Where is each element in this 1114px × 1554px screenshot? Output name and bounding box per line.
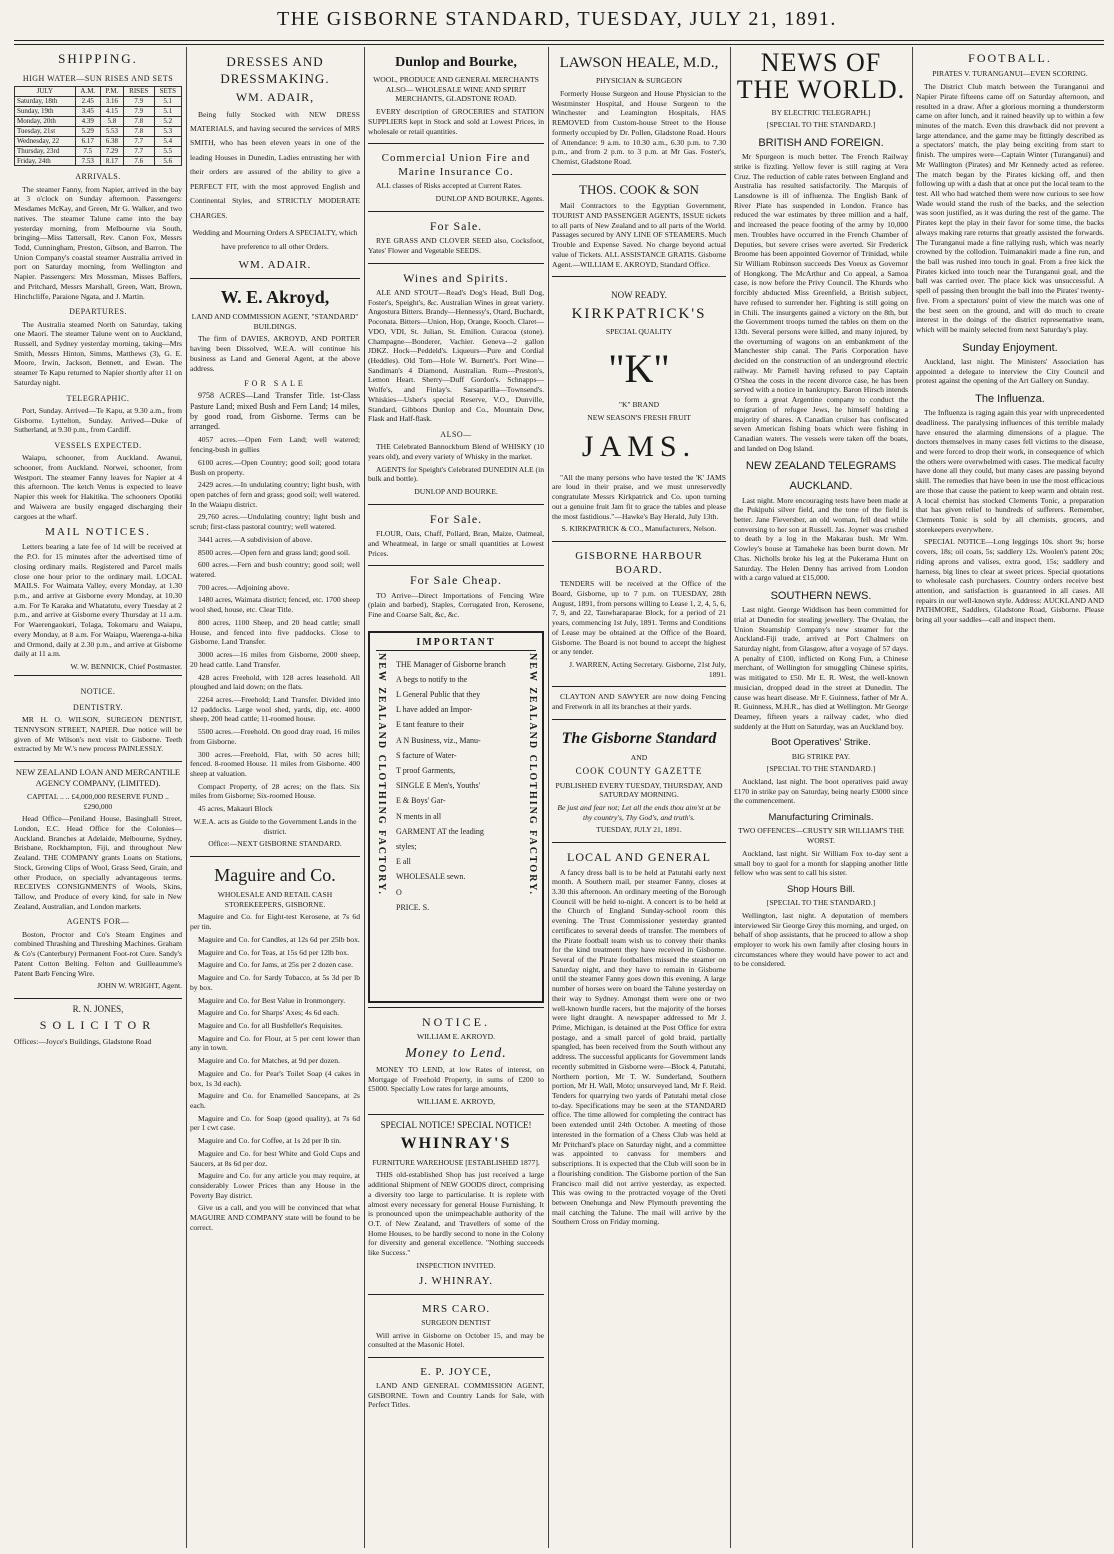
news-sub: BY ELECTRIC TELEGRAPH.] — [771, 107, 871, 117]
tide-cell: Sunday, 19th — [15, 106, 76, 116]
important-heading: IMPORTANT — [376, 637, 536, 651]
column-divider — [912, 47, 913, 1548]
tide-cell: 7.29 — [100, 146, 123, 156]
tide-row — [15, 96, 182, 106]
notice-line: O — [396, 887, 402, 897]
masthead — [0, 0, 1114, 44]
kirkpatrick-title: KIRKPATRICK'S — [571, 305, 707, 322]
tide-header-cell: JULY — [15, 86, 76, 96]
sale-item: 800 acres, 1100 Sheep, and 20 head cattle; small House, and fenced into five paddocks. Close to Gisborne. Land Transfer. — [190, 617, 360, 647]
tide-cell: 5.1 — [154, 96, 181, 106]
notice-line: E tant feature to their — [396, 720, 464, 730]
dentistry-heading: DENTISTRY. — [73, 702, 123, 712]
solicitor-heading: SOLICITOR — [39, 1018, 157, 1033]
southern-heading: SOUTHERN NEWS. — [770, 590, 872, 603]
column-divider — [730, 47, 731, 1548]
influenza-text: The Influenza is raging again this year with unprecedented deadliness. The paralysing influences of this terrible malady have ensured the alarming dimensions of a plague. The doctors themselves in many cases fell victims to the disease, and were forced to drop their work, in consequence of which the others were overwhelmed with cases. The medical faculty have done all they could, but many cases are passing beyond skill. The remedies that have been in use the most efficacious are those that cause the patient to keep warm and obtain rest. A local chemist has stocked Clements Tonic, a preparation that has given relief to hundreds of sufferers. Remember, Clements Tonic is sold by all chemists, grocers, and storekeepers everywhere. — [916, 408, 1104, 534]
tide-cell: 5.3 — [154, 126, 181, 136]
money-signature: WILLIAM E. AKROYD, — [416, 1097, 496, 1107]
sale-item: 6100 acres.—Open Country; good soil; good totara Bush on property. — [190, 457, 360, 477]
k-brand-sub: "K" BRAND — [618, 399, 660, 409]
bootops-special: [SPECIAL TO THE STANDARD.] — [766, 764, 876, 774]
tide-cell: 5.29 — [75, 126, 100, 136]
notice-side-right: NEW ZEALAND CLOTHING FACTORY. — [527, 652, 538, 896]
dentist-text: MR H. O. WILSON, SURGEON DENTIST, TENNYSON STREET, NAPIER. Due notice will be given of Mr Wilson's next visit to Gisborne. Teeth extracted by Mr W.'s new process PAINLESSLY. — [14, 715, 182, 754]
notice-line: E all — [396, 857, 411, 867]
tide-cell: 5.5 — [154, 146, 181, 156]
auckland-heading: AUCKLAND. — [789, 480, 853, 493]
football-text: The District Club match between the Turanganui and Napier Pirate fifteens came off on Saturday afternoon, and resulted in a draw. After a glorious morning a thunderstorm came on after lunch, and it rained heavily up to within a few minutes of the match. Even this drawback did not prevent a large attendance, and the game may be fittingly described as a spectators' match, the play being exciting from start to finish. The umpires were—Captain Winter (Turanganui) and Mr Wallington (Pirates) and Mr Kennedy acted as referee. The match began by the Pirates kicking off, and then following up with a dash that at once put the local team to the test. All who had watched them were now curious to see how Wade would stand the rush of the backs, and the selection was soon justified, as it was during the rest of the game. The Pirates kept the play in their favor for some time, the backs always making rare returns that greatly assisted the forwards. The Turanganui made a fine rallying rush, which was nearly crowned by the collodion. Tuimanakiri made a fine run, and the ball was rushed into touch in goal. From a free kick the Pirates kicked into touch near the Turanganui goal, and the ball was carried over. The place kick was unsuccessful. A spell of passing then brought the ball into the Pirates' twenty-five. From a spectators' point of view the match was one of the best seen on the ground, and will do much to create interest in the doings of the district representative team, which will be mainly selected from next Saturday's play. — [916, 82, 1104, 335]
agents-text: Boston, Proctor and Co's Steam Engines and combined Thrashing and Threshing Machines. Graham & Co's (Canterbury) Permanent Foot-rot Cure. Sandy's Patent Cotton Belting. Felton and Guilleaumme's Patent Barb Fencing Wire. — [14, 929, 182, 978]
standard-motto: Be just and fear not; Let all the ends thou aim'st at be thy country's, Thy God's, and truth's. — [557, 802, 721, 822]
for-sale2-text: FLOUR, Oats, Chaff, Pollard, Bran, Maize, Oatmeal, and Wheatmeal, in large or small quantities at Lowest Prices. — [368, 529, 544, 558]
tide-cell: 7.5 — [75, 146, 100, 156]
maguire-item: Maguire and Co. for Sardy Tobacco, at 5s 3d per lb by box. — [190, 973, 360, 992]
caro-sub: SURGEON DENTIST — [421, 1317, 491, 1327]
dunlop-text: EVERY description of GROCERIES and STATION SUPPLIERS kept in Stock and sold at Lowest Prices, in wholesale or retail quantities. — [368, 107, 544, 136]
vessels-heading: VESSELS EXPECTED. — [54, 441, 142, 450]
sale-item: 2429 acres.—In undulating country; light bush, with open patches of fern and grass; good soil; well watered. In the Waiapu district. — [190, 480, 360, 509]
tide-cell: 7.53 — [75, 156, 100, 166]
maguire-item: Maguire and Co. for Best Value in Ironmongery. — [198, 995, 346, 1005]
akroyd-title: W. E. Akroyd, — [220, 286, 330, 307]
column-world-news — [734, 47, 908, 1548]
for-sale-heading: For Sale. — [429, 218, 483, 233]
harbour-signature: J. WARREN, Acting Secretary. Gisborne, 21st July, 1891. — [569, 659, 726, 679]
tide-cell: 5.8 — [100, 116, 123, 126]
sale-item: 5500 acres.—Freehold. On good dray road, 16 miles from Gisborne. — [190, 727, 360, 746]
maguire-close: Give us a call, and you will be convinced that what MAGUIRE AND COMPANY state will be found to be correct. — [190, 1203, 360, 1232]
wea-note: W.E.A. acts as Guide to the Government Lands in the district. — [193, 816, 357, 836]
now-ready: NOW READY. — [611, 290, 667, 301]
sale-item: 600 acres.—Fern and bush country; good soil; well watered. — [190, 560, 360, 580]
tide-cell: Monday, 20th — [15, 116, 76, 126]
notice-line: S facture of Water- — [396, 750, 457, 760]
agents-text: AGENTS for Speight's Celebrated DUNEDIN ALE (in bulk and bottle). — [368, 464, 544, 484]
british-heading: BRITISH AND FOREIGN. — [758, 137, 884, 150]
notice-line: E & Boys' Gar- — [396, 796, 446, 806]
tide-row — [15, 136, 182, 146]
wines-text: ALE AND STOUT—Read's Dog's Head, Bull Dog, Foster's, Speight's, &c. Australian Wines in great variety. Angostura Bitters. Brandy—Hennessy's, Otard, Buchardt, Poconata. Bitters—Union, Hop, Orange, Kooch. Claret—VDO, VDI, St. Julian, St. Emilion. Curacoa (stone). Champagne—Bonderer, Vachier. Geneva—2 gallon JDKZ. Hock—Peddeld's. Liqueurs—Pure and Cordial (Heddles). Old Tom—Hole W. Burnett's. Port Wine—Sandiman's 4 Diamond, Australian. Rum—Preston's, Lemon Heart. Sherry—Duff Gordon's. Schnapps—Wolfe's, and Finlay's. Sarsaparilla—Townsend's. Whiskies—Usher's special Reserve, V.O., Dunville, Standard, Gibbons Dunlop and Co., Mountain Dew, Flask and Half-flask. — [368, 287, 544, 424]
nz-telegrams-heading: NEW ZEALAND TELEGRAMS — [745, 460, 897, 473]
tide-header-cell: A.M. — [75, 86, 100, 96]
maguire-item: Maguire and Co. for Matches, at 9d per dozen. — [198, 1056, 340, 1066]
notice-line: THE Manager of Gisborne branch — [396, 659, 506, 669]
maguire-item: Maguire and Co. for Pear's Toilet Soap (4 cakes in box, 1s 3d each). — [190, 1068, 360, 1088]
sale-item: 4057 acres.—Open Fern Land; well watered; fencing-bush in gullies — [190, 435, 360, 455]
mail-text: Letters bearing a late fee of 1d will be received at the P.O. for 15 minutes after the advertised time of closing ordinary mails. Registered and Parcel mails close one hour prior to the ordinary mail. LOCAL MAILS. For Waimata Valley, every Monday, at 1.30 p.m., and arrive at Gisborne every Monday, at 10.30 a.m. For Te Karaka and Whatatutu, every Tuesday at 2 p.m., and arrive at Gisborne every Thursday at 11 a.m. For Waerengaokuri, Tolaga, Tokomaru and Waiapu, every Monday, at 8 a.m. For Waiapu, Waerenga-a-hika and Ormond, daily at 2.30 p.m., and arrive at Gisborne daily at 11 a.m. — [14, 542, 182, 659]
sale-item: 1480 acres, Waimata district; fenced, etc. 1700 sheep wool shed, house, etc. Clear Title. — [190, 595, 360, 615]
special-notice: SPECIAL NOTICE! SPECIAL NOTICE! — [380, 1119, 532, 1130]
notice-line: styles; — [396, 841, 417, 851]
telegraphic-heading: TELEGRAPHIC. — [66, 393, 130, 403]
solicitor-text: Offices:—Joyce's Buildings, Gladstone Road — [14, 1036, 152, 1046]
manuf-sub: TWO OFFENCES—CRUSTY SIR WILLIAM'S THE WORST. — [738, 826, 904, 846]
kirkpatrick-signature: S. KIRKPATRICK & CO., Manufacturers, Nelson. — [561, 524, 717, 534]
money-text: MONEY TO LEND, at low Rates of interest, on Mortgage of Freehold Property, in sums of £200 to £5000. Specially Low rates for large amounts, — [368, 1064, 544, 1094]
notice-line: WHOLESALE sewn. — [396, 872, 466, 882]
shop-heading: Shop Hours Bill. — [786, 883, 856, 895]
special-quality: SPECIAL QUALITY — [605, 327, 673, 337]
nz-loan-text: Head Office—Peniland House, Basinghall Street, London, E.C. Head Office for the Colonies—Auckland. Branches at Adelaide, Melbourne, Sydney, Brisbane, Rockhampton, Fiji, and throughout New Zealand. THE COMPANY grants Loans on Stations, Stock, Growing Clips of Wool, Grass Seed, Grain, and other Produce, on specially advantageous terms. RECEIVES CONSIGNMENTS of Wools, Skins, Tallow, and Produce of every kind, for sale in New Zealand, Australian, and London markets. — [14, 814, 182, 911]
tide-cell: Saturday, 18th — [15, 96, 76, 106]
sale-item: 8500 acres.—Open fern and grass land; good soil. — [198, 547, 351, 557]
akroyd-text: The firm of DAVIES, AKROYD, AND PORTER having been Dissolved, W.E.A. will continue his business as Land and General Agent, at the above address. — [190, 334, 360, 373]
tide-row — [15, 156, 182, 166]
tide-cell: Tuesday, 21st — [15, 126, 76, 136]
agents-heading: AGENTS FOR— — [66, 917, 130, 927]
column-divider — [364, 47, 365, 1548]
joyce-text: LAND AND GENERAL COMMISSION AGENT, GISBORNE. Town and Country Lands for Sale, with Perfect Titles. — [368, 1381, 544, 1410]
tide-cell: 4.15 — [100, 106, 123, 116]
maguire-item: Maguire and Co. for any article you may require, at considerably Lower Prices than any House in the Poverty Bay district. — [190, 1171, 360, 1200]
postmaster-signature: W. W. BENNICK, Chief Postmaster. — [70, 661, 182, 671]
k-brand-logo: "K" — [608, 345, 670, 391]
mail-notices-heading: MAIL NOTICES. — [45, 526, 151, 539]
for-sale-heading: FOR SALE — [244, 379, 306, 389]
column-divider — [186, 47, 187, 1548]
telegraphic-text: Port, Sunday. Arrived—Te Kapu, at 9.30 a.m., from Gisborne. Lyttelton, Sunday. Arrived—Duke of Sutherland, at 9.30 p.m., from Cardiff. — [14, 405, 182, 435]
tide-cell: 7.8 — [123, 126, 154, 136]
sunday-heading: Sunday Enjoyment. — [962, 341, 1058, 354]
tide-header-cell: RISES — [123, 86, 154, 96]
notice-line: L General Public that they — [396, 690, 481, 700]
maguire-item: Maguire and Co. for all Bushfeller's Requisites. — [198, 1020, 343, 1030]
vessels-text: Waiapu, schooner, from Auckland. Awanui, schooner, from Auckland. Norwei, schooner, from Westport. The steamer Fanny leaves for Napier at 4 this afternoon. The ketch Venus is expected to leave Napier this week for Hakitika. The schooners Opotiki and Waiwera are busily engaged discharging their cargoes at the wharf. — [14, 453, 182, 521]
whinray-title: WHINRAY'S — [400, 1135, 512, 1153]
adair-name: WM. ADAIR, — [235, 90, 315, 105]
maguire-item: Maguire and Co. for Sharps' Axes; 4s 6d each. — [198, 1008, 339, 1018]
sale-item: 428 acres Freehold, with 128 acres leasehold. All ploughed and laid down; on the flats. — [190, 672, 360, 692]
british-text: Mr Spurgeon is much better. The French Railway strike is fizzling. Yellow fever is still raging at Vera Cruz. The reduction of cable rates between England and Australia has resulted satisfactorily. The Marquis of Lansdowne is ill of influenza. The English Bank of River Plate has suspended in London. France has reduced the war estimates by three million and a half, and increased the peace footing of the army by 10,000 men. Troubles have occurred in the French Chamber of Deputies, but severe crises were averted. Sir Frederick Broome has been appointed Governor of Trinidad, while Sir William Robinson succeeds Des Voeux as Governor of Hongkong. The McArthur and Co appeal, a Samoa case, is now before the Privy Council. The Khurds who forcibly abducted Miss Greenfield, a British subject, have refused to surrender her. Fighting is still going on in Chili. The insurgents gained a victory on the 8th, but the Government troops turned the tables on them on the 13th. Several persons were killed, and many injured, by the overturning of wagons on an embankment of the Manchester ship canal. The Paris Corporation have decided on the construction of an underground electric railway. Mr Parnell having refused to pay Captain O'Shea the costs in the recent divorce case, he has been served with a notice in bankruptcy. Baron Hirsch intends to form a great Argentine company to conduct the emigration of refugee Jews, he himself holding a majority of shares. A Canadian cruiser has confiscated seven American fishing boats which were fishing in Canadian waters. The vessels were taken off the boats, and landed on Dog Island. — [734, 152, 908, 453]
jones-name: R. N. JONES, — [72, 1003, 124, 1014]
adair-signature: WM. ADAIR. — [238, 258, 312, 271]
commercial-text: ALL classes of Risks accepted at Current Rates. — [376, 181, 523, 191]
for-sale-cheap-heading: For Sale Cheap. — [410, 573, 502, 588]
lawson-title: LAWSON HEALE, M.D., — [559, 55, 719, 71]
notice-name: WILLIAM E. AKROYD. — [416, 1032, 496, 1042]
bootops-sub: BIG STRIKE PAY. — [791, 751, 851, 761]
local-heading: LOCAL AND GENERAL — [567, 850, 711, 865]
arrivals-text: The steamer Fanny, from Napier, arrived in the bay at 3 o'clock on Sunday afternoon. Passengers: Mesdames McKay, and Green, Mr G. Walker, and two natives. The steamer Talune came into the bay yesterday morning, from Melbourne via South, bringing—Miss Tattersall, Rev. Canon Fox, Messrs Todd, Cunningham, Preston, Gibson, and Barron. The Union Company's coastal steamer Australia arrived in port on Saturday morning, from Wellington and Napier. Passengers: Mrs Mossman, Misses Baffers, and Pritchard, Messrs Marshall, Green, Watt, Brown, Hinchcliffe, Paraione Ngata, and J. Martin. — [14, 184, 182, 301]
dresses-heading: DRESSES AND DRESSMAKING. — [220, 54, 330, 86]
commercial-title: Commercial Union Fire and Marine Insurance Co. — [381, 152, 531, 179]
dunlop-sub: WOOL, PRODUCE AND GENERAL MERCHANTS ALSO— WHOLESALE WINE AND SPIRIT MERCHANTS, GLADSTONE ROAD. — [373, 74, 539, 104]
lawson-sub: PHYSICIAN & SURGEON — [595, 76, 683, 86]
agent-signature: JOHN W. WRIGHT, Agent. — [97, 981, 182, 991]
dunlop-title: Dunlop and Bourke, — [395, 55, 517, 70]
commercial-signature: DUNLOP AND BOURKE, Agents. — [435, 194, 544, 204]
whinray-text: THIS old-established Shop has just received a large additional Shipment of NEW GOODS direct, comprising a diversity too large to particularise. It is replete with almost every necessary for general House Furnishing. It is pronounced upon the unimpeachable authority of the O.T. of New Zealand, and Travellers of some of the Home Houses, to be hardly second to none in the Colony for diversity and general excellence. "Nothing succeeds like Success." — [368, 1170, 544, 1258]
money-heading: Money to Lend. — [405, 1045, 507, 1061]
harbour-text: TENDERS will be received at the Office of the Board, Gisborne, up to 7 p.m. on TUESDAY, 28th August, 1891, from persons willing to Lease 1, 2, 4, 5, 6, 7, 9, and 22, Tauwharaparae Block, for a period of 21 years, commencing 1st July, 1891. Terms and Conditions of Lease may be obtained at the Office of the Board, Gisborne. The Board is not bound to accept the highest or any tender. — [552, 579, 726, 657]
influenza-heading: The Influenza. — [975, 393, 1045, 405]
auckland-text: Last night. More encouraging tests have been made at the Pukipuhi silver field, and the tone of the field is better. Jane Fieversber, an old woman, fell dead while conversing to her son at Russell. Jas. Joyner was crushed to death by a log in the Makarau bush. Mr Wm. Cowley's house at Tamaheke has been burnt down. Mr Chas. Nicholls broke his leg at the Pukerama Hunt on Saturday. The Helen Denny has arrived from London with a cargo valued at £15,000. — [734, 495, 908, 583]
standard-date: TUESDAY, JULY 21, 1891. — [596, 825, 682, 835]
maguire-item: Maguire and Co. for Flour, at 5 per cent lower than any in town. — [190, 1033, 360, 1053]
manuf-heading: Manufacturing Criminals. — [768, 812, 874, 824]
notice-line: L have added an Impor- — [396, 705, 473, 715]
tide-row — [15, 146, 182, 156]
tide-cell: 5.4 — [154, 136, 181, 146]
tide-cell: 3.45 — [75, 106, 100, 116]
departures-text: The Australia steamed North on Saturday, taking one Maori. The steamer Talune went on to Auckland, Russell, and Sydney yesterday morning, taking—Mrs Smith, Messrs Hinton, Simms, Matthews (3), G. E. Moore, Irwin, Jackson, Bennett, and Ewan. The steamer Te Kapu returned to Napier shortly after 11 on Saturday night. — [14, 319, 182, 387]
notice-line: GARMENT AT the leading — [396, 826, 484, 836]
whinray-inspection: INSPECTION INVITED. — [416, 1260, 496, 1270]
nz-loan-title: NEW ZEALAND LOAN AND MERCANTILE AGENCY COMPANY, (LIMITED). — [15, 767, 181, 788]
tide-cell: 5.1 — [154, 106, 181, 116]
new-season: NEW SEASON'S FRESH FRUIT — [587, 412, 691, 422]
tide-cell: 5.53 — [100, 126, 123, 136]
column-adverts-a — [190, 47, 360, 1548]
clayton-text: CLAYTON AND SAWYER are now doing Fencing and Fretwork in all its branches at their yards. — [552, 692, 726, 712]
sunday-text: Auckland, last night. The Ministers' Association has appointed a delegate to interview the City Council and protest against the opening of the Art Gallery on Sunday. — [916, 356, 1104, 386]
clothing-factory-notice — [368, 631, 544, 1003]
dunlop-signature: DUNLOP AND BOURKE. — [414, 487, 498, 497]
tide-header-cell: P.M. — [100, 86, 123, 96]
notice-heading: NOTICE. — [422, 1014, 490, 1029]
column-shipping — [14, 47, 182, 1548]
tide-row — [15, 116, 182, 126]
maguire-item: Maguire and Co. for Jams, at 25s per 2 dozen case. — [198, 960, 353, 970]
tide-cell: Wednesday, 22 — [15, 136, 76, 146]
tide-row — [15, 106, 182, 116]
nz-loan-capital: CAPITAL .. .. £4,000,000 RESERVE FUND .. £290,000 — [27, 791, 169, 811]
sale-item: 2264 acres.—Freehold; Land Transfer. Divided into 12 paddocks. Large wool shed, yards, dip, etc. 4000 sheep, 200 head cattle; 11-roomed house. — [190, 694, 360, 724]
column-divider — [548, 47, 549, 1548]
tide-cell: 5.2 — [154, 116, 181, 126]
departures-heading: DEPARTURES. — [69, 307, 127, 317]
tide-cell: 6.38 — [100, 136, 123, 146]
standard-sub: COOK COUNTY GAZETTE — [575, 766, 703, 777]
tide-cell: Thursday, 23rd — [15, 146, 76, 156]
tide-cell: 7.8 — [123, 116, 154, 126]
maguire-list — [190, 912, 360, 1200]
sale-item: 45 acres, Makauri Block — [198, 804, 273, 814]
cook-text: Mail Contractors to the Egyptian Government, TOURIST AND PASSENGER AGENTS, ISSUE tickets to all parts of New Zealand and to all parts of the World. Passages secured by ANY LINE OF STEAMERS. Much Trouble and Expense Saved. No charge beyond actual value of Tickets. ALL ASSISTANCE GRATIS. Gisborne Agent.—WILLIAM E. AKROYD, Standard Office. — [552, 201, 726, 269]
bootops-heading: Boot Operatives' Strike. — [771, 737, 871, 749]
whinray-signature: J. WHINRAY. — [418, 1274, 494, 1287]
tide-cell: 7.6 — [123, 156, 154, 166]
special-notice-text: SPECIAL NOTICE—Long leggings 10s. short 9s; horse covers, 18s; oil coats, 5s; saddlery 12s. Woolen's patent 20s; riding aprons and valises, extra good, 15s; saddlery and harness, big lines to clear at sweet prices. Special quotations to wholesale cash purchasers. Country orders receive best attention, and satisfaction is guaranteed in all cases. All repairs in our well-known style. Address: AUCKLAND AND PATHMORE, Saddlers, Gladstone Road, Gisborne. Please bring all your saddles—call and inspect them. — [916, 537, 1104, 625]
shop-special: [SPECIAL TO THE STANDARD.] — [766, 898, 876, 908]
maguire-item: Maguire and Co. for Enamelled Saucepans, at 2s each. — [190, 1091, 360, 1110]
caro-text: Will arrive in Gisborne on October 15, and may be consulted at the Masonic Hotel. — [368, 1330, 544, 1350]
shop-text: Wellington, last night. A deputation of members interviewed Sir George Grey this morning, and urged, on behalf of shop assistants, that he proceed to allow a shop employer to work his own family after closing hours in circumstances where they would have power to act and to be considered. — [734, 910, 908, 969]
for-sale2-heading: For Sale. — [429, 511, 483, 526]
maguire-item: Maguire and Co. for best White and Gold Cups and Saucers, at 8s 6d per doz. — [190, 1148, 360, 1168]
whinray-sub: FURNITURE WAREHOUSE [ESTABLISHED 1877]. — [372, 1157, 540, 1167]
sale-item: Compact Property, of 28 acres; on the flats. Six miles from Gisborne; Six-roomed House. — [190, 781, 360, 801]
tide-cell: 2.45 — [75, 96, 100, 106]
tide-cell: 7.9 — [123, 106, 154, 116]
for-sale-cheap-text: TO Arrive—Direct Importations of Fencing Wire (plain and barbed), Staples, Corrugated Iron, Kerosene, Fine and Coarse Salt, &c, &c. — [368, 590, 544, 620]
tide-row — [15, 126, 182, 136]
tide-cell: 8.17 — [100, 156, 123, 166]
notice-line: A begs to notify to the — [396, 674, 468, 684]
notice-line: T proof Garments, — [396, 766, 456, 775]
also-text: THE Celebrated Bannockburn Blend of WHISKY (10 years old), and every variety of Whisky in the market. — [368, 442, 544, 461]
maguire-item: Maguire and Co. for Eight-test Kerosene, at 7s 6d per tin. — [190, 912, 360, 932]
tide-cell: 7.7 — [123, 146, 154, 156]
maguire-item: Maguire and Co. for Candles, at 12s 6d per 25lb box. — [198, 934, 360, 944]
notice-line: A N Business, viz., Manu- — [396, 735, 481, 745]
manuf-text: Auckland, last night. Sir William Fox to-day sent a small boy to gaol for a month for slapping another little fellow who was sent to call his sister. — [734, 848, 908, 878]
joyce-title: E. P. JOYCE, — [420, 1365, 492, 1378]
football-heading: FOOTBALL. — [968, 51, 1052, 65]
maguire-item: Maguire and Co. for Soap (good quality), at 7s 6d per 1 cwt case. — [190, 1113, 360, 1133]
tide-cell: 5.6 — [154, 156, 181, 166]
jams-text: "All the many persons who have tested the 'K' JAMS are loud in their praise, and we must unreservedly congratulate Messrs Kirkpatrick and Co. upon turning out a genuine fruit Jam fit to grace the tables and please the most fastidious."—Hawke's Bay Herald, July 13th. — [552, 472, 726, 521]
lawson-text: Formerly House Surgeon and House Physician to the Westminster Hospital, and House Surgeon to the Winchester and Leamington Hospitals, HAS REMOVED from Custom-house Street to the House formerly occupied by Dr. Pollen, Gladstone Road. Hours of Attendance: 9 a.m. to 10.30 a.m., 6.30 p.m. to 7.30 p.m., and from 2 p.m. to 3 p.m. at Mr Gas. Foster's, Chemist, Gladstone Road. — [552, 88, 726, 166]
sale-item: 29,760 acres.—Undulating country; light bush and scrub; first-class pastoral country; well watered. — [190, 512, 360, 532]
tide-cell: 7.9 — [123, 96, 154, 106]
news-special: [SPECIAL TO THE STANDARD.] — [766, 120, 876, 130]
adair-text: Being fully Stocked with NEW DRESS MATERIALS, and having secured the services of MRS SMITH, who has been eleven years in one of the leading Houses in Dunedin, Ladies entrusting her with their orders are assured of the ability to give a PERFECT FIT, with the most approved English and Continental Styles, and STRICTLY MODERATE CHARGES. — [190, 109, 360, 220]
masthead-rule-top — [14, 40, 1104, 41]
sale-item: 700 acres.—Adjoining above. — [198, 582, 290, 592]
high-water-heading: HIGH WATER—SUN RISES AND SETS — [22, 73, 174, 83]
also-heading: ALSO— — [440, 430, 472, 440]
jams-heading: JAMS. — [581, 430, 697, 464]
maguire-item: Maguire and Co. for Teas, at 15s 6d per 12lb box. — [198, 947, 349, 957]
standard-and: AND — [630, 753, 648, 763]
sale-list — [190, 391, 360, 813]
akroyd-sub: LAND AND COMMISSION AGENT, "STANDARD" BUILDINGS. — [191, 311, 359, 331]
sale-item: 9758 ACRES—Land Transfer Title. 1st-Class Pasture Land; mixed Bush and Fern Land; 14 miles, by good road, from Gisborne. Terms can be arranged. — [190, 391, 360, 432]
tide-cell: 3.16 — [100, 96, 123, 106]
notice-line: SINGLE E Men's, Youths' — [396, 781, 481, 791]
column-local — [552, 47, 726, 1548]
harbour-heading: GISBORNE HARBOUR BOARD. — [575, 550, 703, 577]
notice-lines — [396, 657, 516, 915]
tide-cell: 4.39 — [75, 116, 100, 126]
arrivals-heading: ARRIVALS. — [75, 172, 121, 182]
office-note: Office:—NEXT GISBORNE STANDARD. — [208, 839, 342, 849]
maguire-sub: WHOLESALE AND RETAIL CASH STOREKEEPERS, GISBORNE. — [217, 890, 333, 909]
caro-title: MRS CARO. — [421, 1302, 491, 1315]
football-sub: PIRATES V. TURANGANUI—EVEN SCORING. — [932, 69, 1088, 79]
wines-heading: Wines and Spirits. — [403, 270, 509, 285]
tide-cell: 7.7 — [123, 136, 154, 146]
column-adverts-b — [368, 47, 544, 1548]
southern-text: Last night. George Widdison has been committed for trial at Dunedin for stealing jewellery. The Ovalau, the Union Steamship Company's new steamer for the Auckland-Fiji trade, arrived at Port Chalmers on Saturday night, from Glasgow, after a voyage of 57 days. A penalty of £100, inflicted on Kong Fun, a Chinese merchant, of Wellington for smuggling Chinese spirits, was mitigated to £50. Mr E. R. West, the well-known musician, dropped dead in the street at Dunedin. The cause was heart disease. Mr F. Guinness, father of Mr A. R. Guinness, M.H.R., has died at Wellington. Mr George Dearney, fifteen years a railway cadet, who died suddenly at the Hutt on Saturday, was an Auckland boy. — [734, 605, 908, 731]
masthead-rule-bottom — [14, 44, 1104, 45]
standard-pub: PUBLISHED EVERY TUESDAY, THURSDAY, AND SATURDAY MORNING. — [555, 780, 723, 800]
notice-line: N ments in all — [396, 811, 442, 821]
shipping-heading: SHIPPING. — [58, 51, 138, 66]
maguire-title: Maguire and Co. — [214, 865, 336, 886]
local-text: A fancy dress ball is to be held at Patutahi early next month. A Southern mail, per steamer Fanny, closes at 3.30 this afternoon. An ordinary meeting of the Borough Council will be held to-night. A concert is to be held at the Church of England Sunday-school room this evening. The Trust Commissioner yesterday granted certificates to several deeds of transfer. The members of the Pirate football team wish us to convey their thanks for the kind treatment they have received in Gisborne. Several of the Pirate footballers missed the steamer on Saturday night, and they have to remain in Gisborne until the steamer Fanny goes down this evening. A large number of horses were on board the Talune yesterday on their way to Sydney. Amongst them were one or two well-known hurdle racers, but the majority of the horses were light draught. A newspaper addressed to Mr J. Prime, Michigan, is detained at the Post Office for extra postage, and a small parcel of gold braid, partially spangled, has been received from the South without any address. The successful applicants for Government lands recently submitted in Gisborne were—Block 4, Patutahi, Northern portion, Mr T. W. Sunderland, Southern portion, Mr H. Wall, Moto; unsurveyed land, Mr F. Reid. Tenders for quarrying two yards of Patutahi metal close to-day. Specifications may be seen at the STANDARD office. The time allowed for completing the contract has been extended until 24th October. A meeting of those interested in the formation of a Chess Club was held at Mr Pritchard's place on Saturday night, and a committee was appointed to canvass for members and subscriptions. It is expected that the Club will soon be in a flourishing condition. The Gisborne portion of the San Francisco mail did not arrive yesterday, as expected. This was owing to the protracted voyage of the Oreti between Onehunga and New Plymouth preventing the mail catching the Talune. The mail will arrive by the Southern Cross on Friday morning. — [552, 867, 726, 1227]
news-title: NEWS OF THE WORLD. — [736, 48, 906, 105]
sale-item: 300 acres.—Freehold, Flat, with 50 acres hill; fenced. 8-roomed House. 11 miles from Gisborne. 400 sheep at valuation. — [190, 749, 360, 778]
notice-side-left: NEW ZEALAND CLOTHING FACTORY. — [375, 652, 387, 896]
tide-header-cell: SETS — [154, 86, 181, 96]
tide-cell: Friday, 24th — [15, 156, 76, 166]
sale-item: 3441 acres.—A subdivision of above. — [198, 534, 313, 544]
standard-title: The Gisborne Standard — [561, 729, 717, 747]
cook-title: THOS. COOK & SON — [579, 181, 699, 197]
notice-line: PRICE. S. — [396, 902, 430, 912]
bootops-text: Auckland, last night. The boot operatives paid away £170 in strike pay on Saturday, being nearly £3000 since the commencement. — [734, 777, 908, 806]
column-sport — [916, 47, 1104, 1548]
for-sale-text: RYE GRASS AND CLOVER SEED also, Cocksfoot, Yates' Flower and Vegetable SEEDS. — [368, 236, 544, 255]
wedding-text: Wedding and Mourning Orders A SPECIALTY, which have preference to all other Orders. — [192, 227, 358, 252]
tide-cell: 6.17 — [75, 136, 100, 146]
maguire-item: Maguire and Co. for Coffee, at 1s 2d per lb tin. — [198, 1136, 342, 1146]
tide-table — [14, 86, 182, 167]
masthead-title: THE GISBORNE STANDARD, TUESDAY, JULY 21, 1891. — [277, 8, 837, 30]
sale-item: 3000 acres—16 miles from Gisborne, 2000 sheep, 20 head cattle. Land Transfer. — [190, 650, 360, 669]
notice-heading: NOTICE. — [80, 686, 116, 696]
